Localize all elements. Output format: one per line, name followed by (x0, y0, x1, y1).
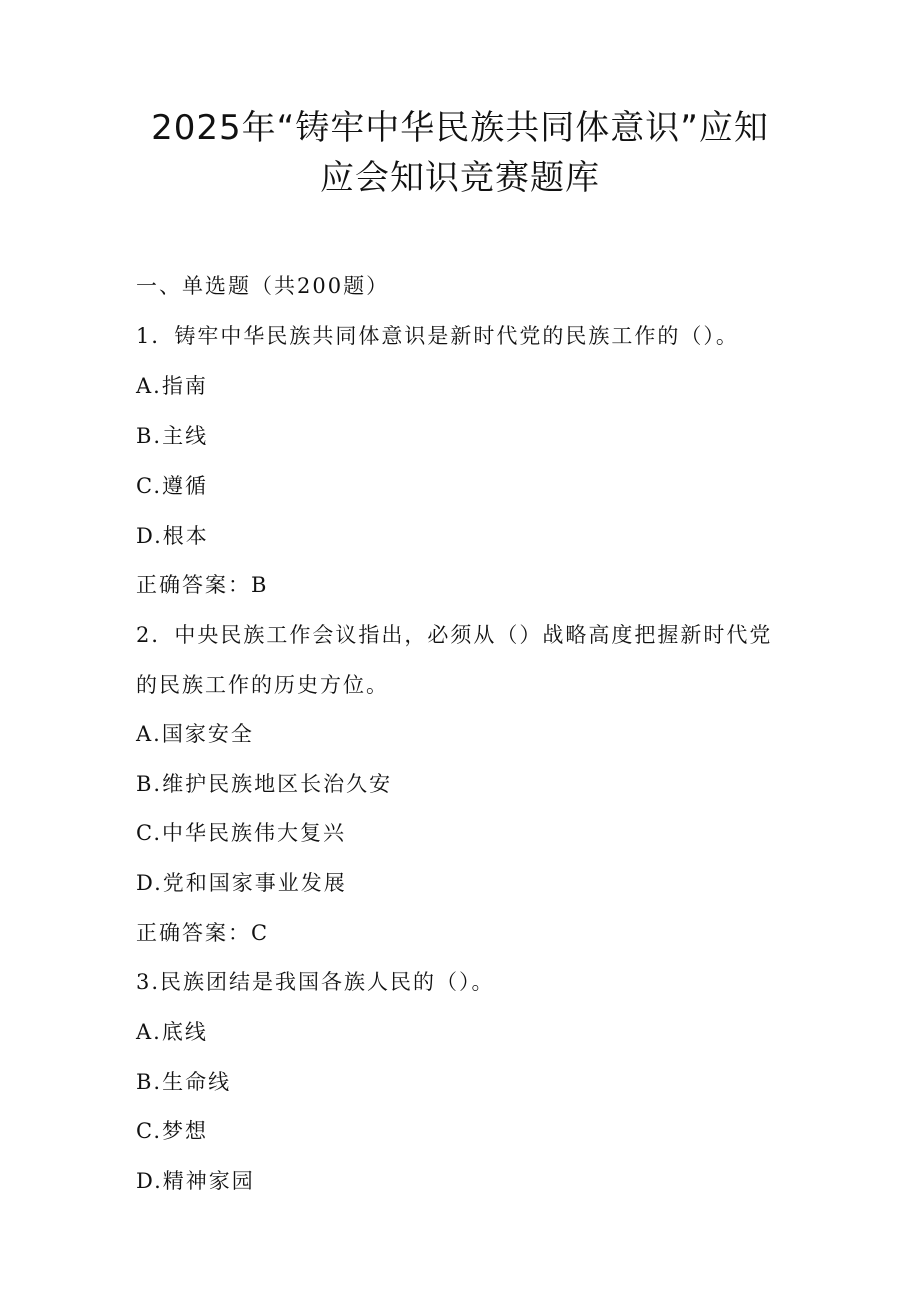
question-1-option-a: A.指南 (136, 374, 208, 398)
question-1-option-c: C.遵循 (136, 474, 208, 498)
question-3-option-c: C.梦想 (136, 1119, 208, 1143)
document-title-line-1: 2025年“铸牢中华民族共同体意识”应知 (151, 108, 769, 148)
question-3-stem: 3.民族团结是我国各族人民的（）。 (136, 970, 495, 994)
question-3-option-b: B.生命线 (136, 1070, 232, 1094)
question-2-option-b: B.维护民族地区长治久安 (136, 772, 393, 796)
question-2-option-d: D.党和国家事业发展 (136, 871, 347, 895)
question-2-option-a: A.国家安全 (136, 722, 254, 746)
question-3-option-a: A.底线 (136, 1020, 208, 1044)
question-2-stem-line-1: 2．中央民族工作会议指出，必须从（）战略高度把握新时代党 (136, 623, 773, 647)
section-heading: 一、单选题（共200题） (136, 274, 390, 298)
document-title-line-2: 应会知识竞赛题库 (320, 158, 600, 198)
question-3-option-d: D.精神家园 (136, 1169, 255, 1193)
question-2-option-c: C.中华民族伟大复兴 (136, 821, 346, 845)
question-1-option-b: B.主线 (136, 424, 209, 448)
question-1-option-d: D.根本 (136, 524, 209, 548)
question-2-stem-line-2: 的民族工作的历史方位。 (136, 673, 389, 697)
question-2-answer: 正确答案：C (136, 921, 270, 945)
question-1-answer: 正确答案：B (136, 573, 269, 597)
question-1-stem: 1．铸牢中华民族共同体意识是新时代党的民族工作的（）。 (136, 324, 739, 348)
